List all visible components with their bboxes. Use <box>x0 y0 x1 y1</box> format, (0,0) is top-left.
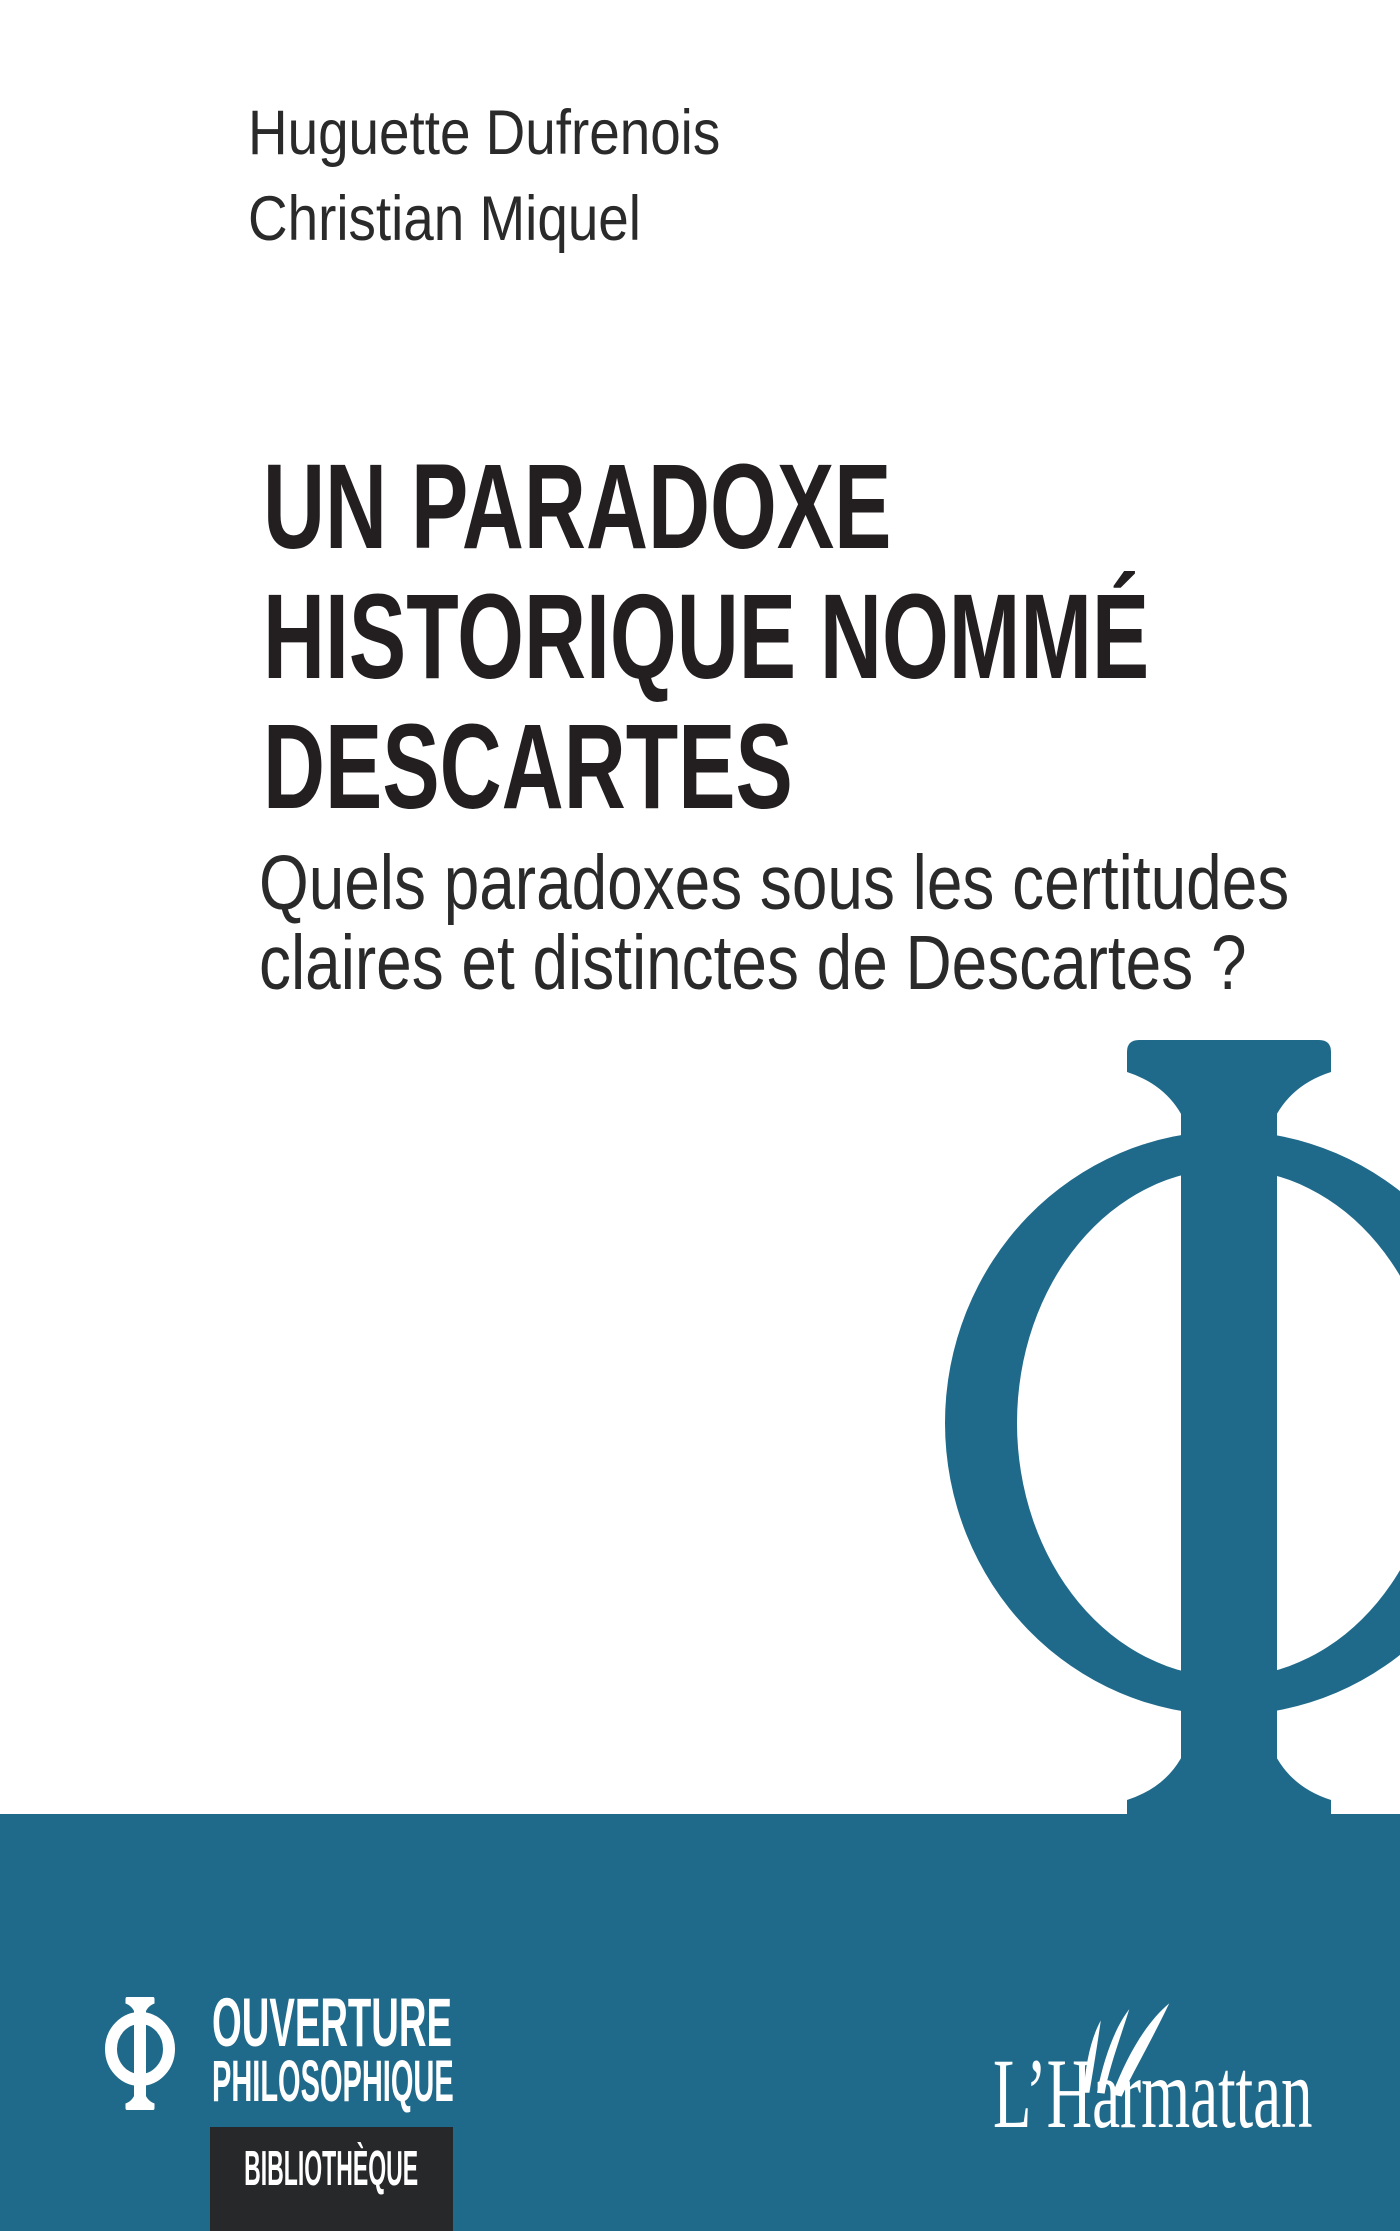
book-title <box>263 438 1150 834</box>
publisher-name: L’Harmattan <box>993 2038 1313 2149</box>
phi-symbol-icon <box>940 1038 1400 1838</box>
title-line-1: UN PARADOXE <box>263 438 892 574</box>
series-label: BIBLIOTHÈQUE <box>244 2142 419 2196</box>
title-line-3: DESCARTES <box>263 698 793 834</box>
series-box <box>210 2127 453 2231</box>
author-1: Huguette Dufrenois <box>248 98 721 168</box>
subtitle-line-2: claires et distinctes de Descartes ? <box>259 920 1247 1006</box>
phi-symbol-graphic <box>940 1038 1400 1838</box>
subtitle-line-1: Quels paradoxes sous les certitudes <box>259 840 1290 926</box>
title-line-2: HISTORIQUE NOMMÉ <box>263 568 1150 704</box>
author-2: Christian Miquel <box>248 184 641 254</box>
collection-name-line-2: PHILOSOPHIQUE <box>212 2049 454 2114</box>
phi-icon <box>104 1996 180 2111</box>
book-subtitle <box>259 840 1290 1006</box>
collection-name-line-1: OUVERTURE <box>212 1984 453 2061</box>
author-names <box>248 90 720 262</box>
